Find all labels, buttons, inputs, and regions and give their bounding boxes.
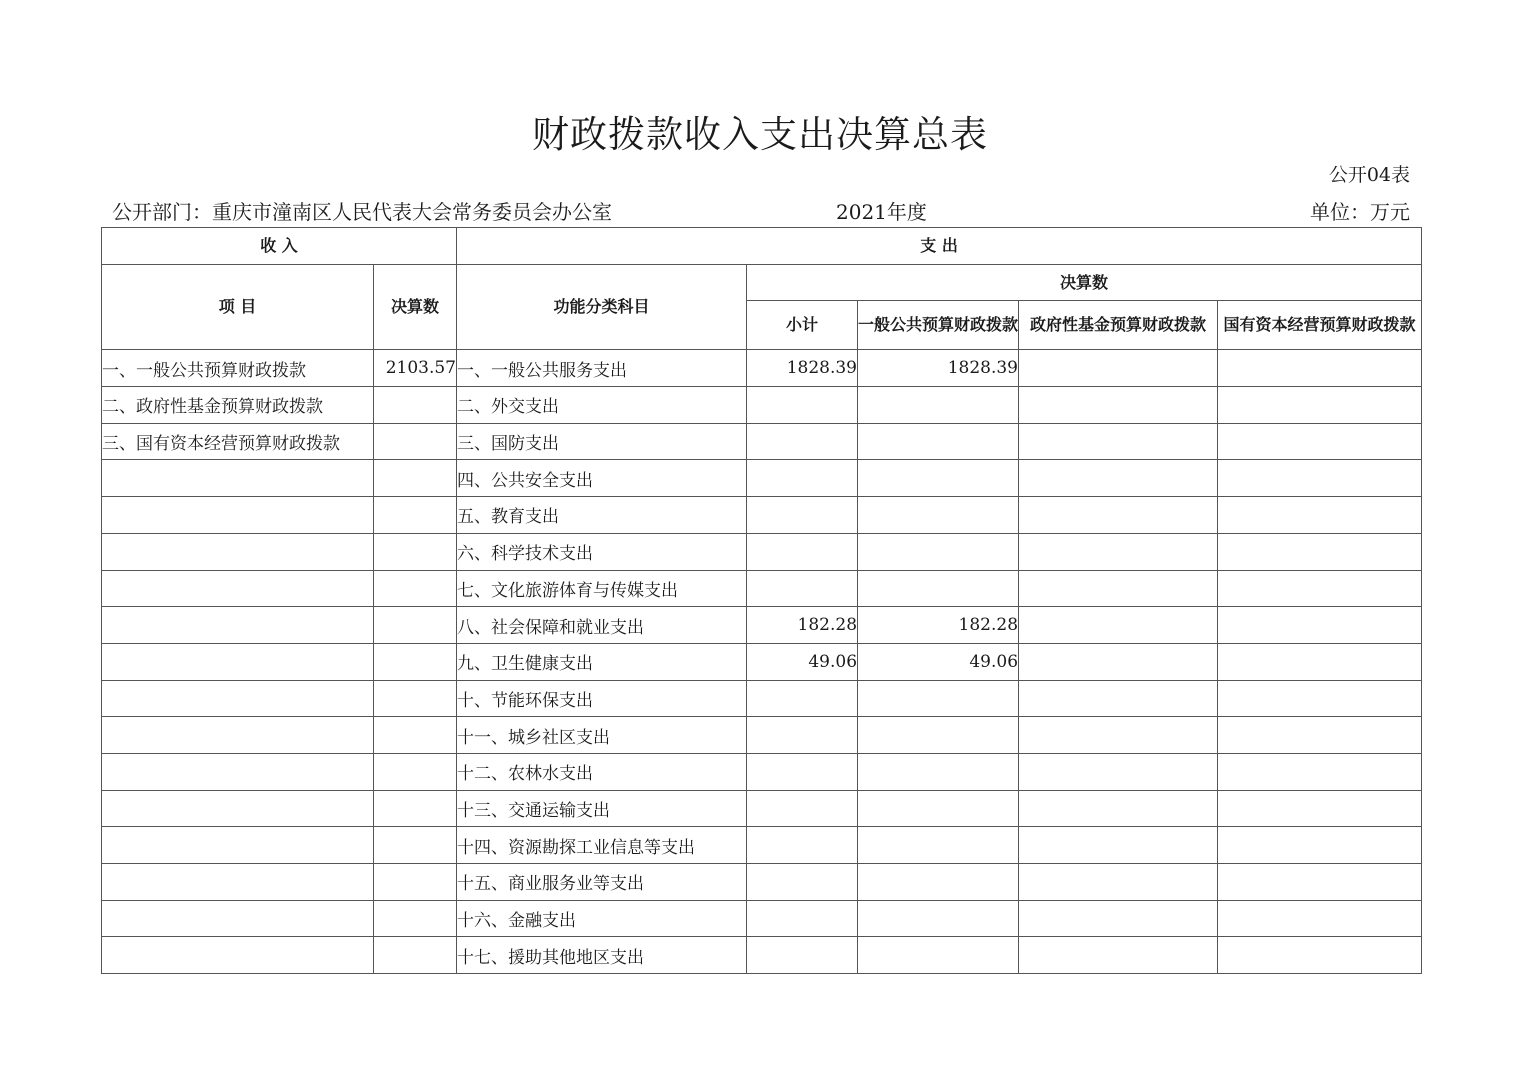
table-row <box>102 387 1422 424</box>
table-row <box>102 753 1422 790</box>
general-budget-cell <box>858 790 1019 827</box>
state-capital-cell <box>1218 680 1422 717</box>
income-amount-cell <box>374 753 457 790</box>
gov-fund-cell <box>1019 570 1218 607</box>
gov-fund-cell <box>1019 387 1218 424</box>
state-capital-cell <box>1218 900 1422 937</box>
table-row <box>102 607 1422 644</box>
income-item-cell: 三、国有资本经营预算财政拨款 <box>102 423 374 460</box>
income-item-cell <box>102 937 374 974</box>
expense-subject-cell: 十七、援助其他地区支出 <box>457 937 747 974</box>
gov-fund-cell <box>1019 937 1218 974</box>
subtotal-cell: 182.28 <box>747 607 858 644</box>
expense-subject-cell: 九、卫生健康支出 <box>457 643 747 680</box>
table-row <box>102 497 1422 534</box>
state-capital-cell <box>1218 570 1422 607</box>
expense-subject-cell: 一、一般公共服务支出 <box>457 350 747 387</box>
general-budget-cell <box>858 680 1019 717</box>
income-amount-cell <box>374 497 457 534</box>
income-amount-cell <box>374 387 457 424</box>
expense-subject-cell: 二、外交支出 <box>457 387 747 424</box>
budget-table <box>101 227 1422 974</box>
state-capital-cell <box>1218 607 1422 644</box>
income-amount-column-header: 决算数 <box>374 264 457 350</box>
subtotal-cell <box>747 790 858 827</box>
state-capital-cell <box>1218 423 1422 460</box>
general-budget-cell: 1828.39 <box>858 350 1019 387</box>
income-item-cell: 二、政府性基金预算财政拨款 <box>102 387 374 424</box>
general-budget-cell <box>858 864 1019 901</box>
expense-subject-cell: 三、国防支出 <box>457 423 747 460</box>
table-row <box>102 643 1422 680</box>
general-budget-cell <box>858 937 1019 974</box>
report-meta <box>0 196 1520 222</box>
income-section-header: 收 入 <box>102 228 457 265</box>
gov-fund-cell <box>1019 717 1218 754</box>
subtotal-cell <box>747 827 858 864</box>
state-capital-cell <box>1218 350 1422 387</box>
subtotal-cell <box>747 423 858 460</box>
income-item-cell <box>102 864 374 901</box>
gov-fund-cell <box>1019 790 1218 827</box>
general-budget-cell <box>858 570 1019 607</box>
expense-subject-cell: 十六、金融支出 <box>457 900 747 937</box>
general-budget-cell <box>858 753 1019 790</box>
table-row <box>102 827 1422 864</box>
income-amount-cell <box>374 900 457 937</box>
gov-fund-cell <box>1019 827 1218 864</box>
state-capital-cell <box>1218 643 1422 680</box>
gov-fund-cell <box>1019 864 1218 901</box>
table-row <box>102 864 1422 901</box>
gov-fund-cell <box>1019 643 1218 680</box>
expense-subject-cell: 十、节能环保支出 <box>457 680 747 717</box>
table-body <box>102 350 1422 974</box>
table-row <box>102 423 1422 460</box>
state-capital-cell <box>1218 790 1422 827</box>
income-amount-cell <box>374 607 457 644</box>
income-amount-cell <box>374 570 457 607</box>
expense-section-header: 支 出 <box>457 228 1422 265</box>
subtotal-cell <box>747 937 858 974</box>
table-row <box>102 680 1422 717</box>
income-item-cell <box>102 680 374 717</box>
state-capital-cell <box>1218 937 1422 974</box>
expense-subject-cell: 十五、商业服务业等支出 <box>457 864 747 901</box>
income-item-cell: 一、一般公共预算财政拨款 <box>102 350 374 387</box>
gov-fund-column-header: 政府性基金预算财政拨款 <box>1019 301 1218 350</box>
income-item-cell <box>102 643 374 680</box>
general-budget-column-header: 一般公共预算财政拨款 <box>858 301 1019 350</box>
subtotal-cell <box>747 680 858 717</box>
gov-fund-cell <box>1019 900 1218 937</box>
subtotal-column-header: 小计 <box>747 301 858 350</box>
subtotal-cell: 49.06 <box>747 643 858 680</box>
income-item-cell <box>102 533 374 570</box>
table-row <box>102 937 1422 974</box>
table-row <box>102 460 1422 497</box>
final-amount-group-header: 决算数 <box>747 264 1422 301</box>
subtotal-cell <box>747 753 858 790</box>
subtotal-cell <box>747 717 858 754</box>
income-item-cell <box>102 460 374 497</box>
form-number: 公开04表 <box>1328 164 1410 186</box>
gov-fund-cell <box>1019 607 1218 644</box>
expense-subject-cell: 七、文化旅游体育与传媒支出 <box>457 570 747 607</box>
general-budget-cell <box>858 497 1019 534</box>
general-budget-cell <box>858 533 1019 570</box>
income-item-cell <box>102 900 374 937</box>
subtotal-cell <box>747 864 858 901</box>
function-subject-column-header: 功能分类科目 <box>457 264 747 350</box>
item-column-header: 项 目 <box>102 264 374 350</box>
expense-subject-cell: 十一、城乡社区支出 <box>457 717 747 754</box>
gov-fund-cell <box>1019 680 1218 717</box>
income-amount-cell <box>374 717 457 754</box>
department-label: 公开部门：重庆市潼南区人民代表大会常务委员会办公室 <box>112 200 612 224</box>
subtotal-cell <box>747 900 858 937</box>
general-budget-cell <box>858 423 1019 460</box>
state-capital-cell <box>1218 864 1422 901</box>
gov-fund-cell <box>1019 350 1218 387</box>
expense-subject-cell: 五、教育支出 <box>457 497 747 534</box>
income-item-cell <box>102 607 374 644</box>
general-budget-cell <box>858 717 1019 754</box>
expense-subject-cell: 八、社会保障和就业支出 <box>457 607 747 644</box>
gov-fund-cell <box>1019 753 1218 790</box>
general-budget-cell <box>858 900 1019 937</box>
income-amount-cell <box>374 643 457 680</box>
income-item-cell <box>102 790 374 827</box>
general-budget-cell: 49.06 <box>858 643 1019 680</box>
state-capital-cell <box>1218 533 1422 570</box>
state-capital-cell <box>1218 827 1422 864</box>
expense-subject-cell: 六、科学技术支出 <box>457 533 747 570</box>
income-amount-cell <box>374 533 457 570</box>
page-title: 财政拨款收入支出决算总表 <box>532 113 988 156</box>
subtotal-cell <box>747 533 858 570</box>
income-item-cell <box>102 497 374 534</box>
income-amount-cell <box>374 864 457 901</box>
income-item-cell <box>102 717 374 754</box>
gov-fund-cell <box>1019 533 1218 570</box>
subtotal-cell <box>747 570 858 607</box>
fiscal-year: 2021年度 <box>836 200 927 224</box>
expense-subject-cell: 四、公共安全支出 <box>457 460 747 497</box>
income-amount-cell <box>374 790 457 827</box>
income-amount-cell <box>374 680 457 717</box>
state-capital-cell <box>1218 717 1422 754</box>
state-capital-column-header: 国有资本经营预算财政拨款 <box>1218 301 1422 350</box>
unit-label: 单位：万元 <box>1310 200 1410 224</box>
gov-fund-cell <box>1019 460 1218 497</box>
subtotal-cell <box>747 387 858 424</box>
subtotal-cell: 1828.39 <box>747 350 858 387</box>
expense-subject-cell: 十三、交通运输支出 <box>457 790 747 827</box>
income-amount-cell <box>374 937 457 974</box>
table-row <box>102 900 1422 937</box>
state-capital-cell <box>1218 497 1422 534</box>
income-item-cell <box>102 827 374 864</box>
gov-fund-cell <box>1019 423 1218 460</box>
income-amount-cell: 2103.57 <box>374 350 457 387</box>
table-row <box>102 533 1422 570</box>
state-capital-cell <box>1218 460 1422 497</box>
expense-subject-cell: 十二、农林水支出 <box>457 753 747 790</box>
subtotal-cell <box>747 497 858 534</box>
general-budget-cell: 182.28 <box>858 607 1019 644</box>
table-row <box>102 570 1422 607</box>
expense-subject-cell: 十四、资源勘探工业信息等支出 <box>457 827 747 864</box>
income-amount-cell <box>374 460 457 497</box>
table-row <box>102 350 1422 387</box>
general-budget-cell <box>858 387 1019 424</box>
income-item-cell <box>102 570 374 607</box>
income-amount-cell <box>374 827 457 864</box>
state-capital-cell <box>1218 753 1422 790</box>
gov-fund-cell <box>1019 497 1218 534</box>
income-item-cell <box>102 753 374 790</box>
general-budget-cell <box>858 827 1019 864</box>
subtotal-cell <box>747 460 858 497</box>
state-capital-cell <box>1218 387 1422 424</box>
general-budget-cell <box>858 460 1019 497</box>
table-row <box>102 717 1422 754</box>
table-row <box>102 790 1422 827</box>
income-amount-cell <box>374 423 457 460</box>
